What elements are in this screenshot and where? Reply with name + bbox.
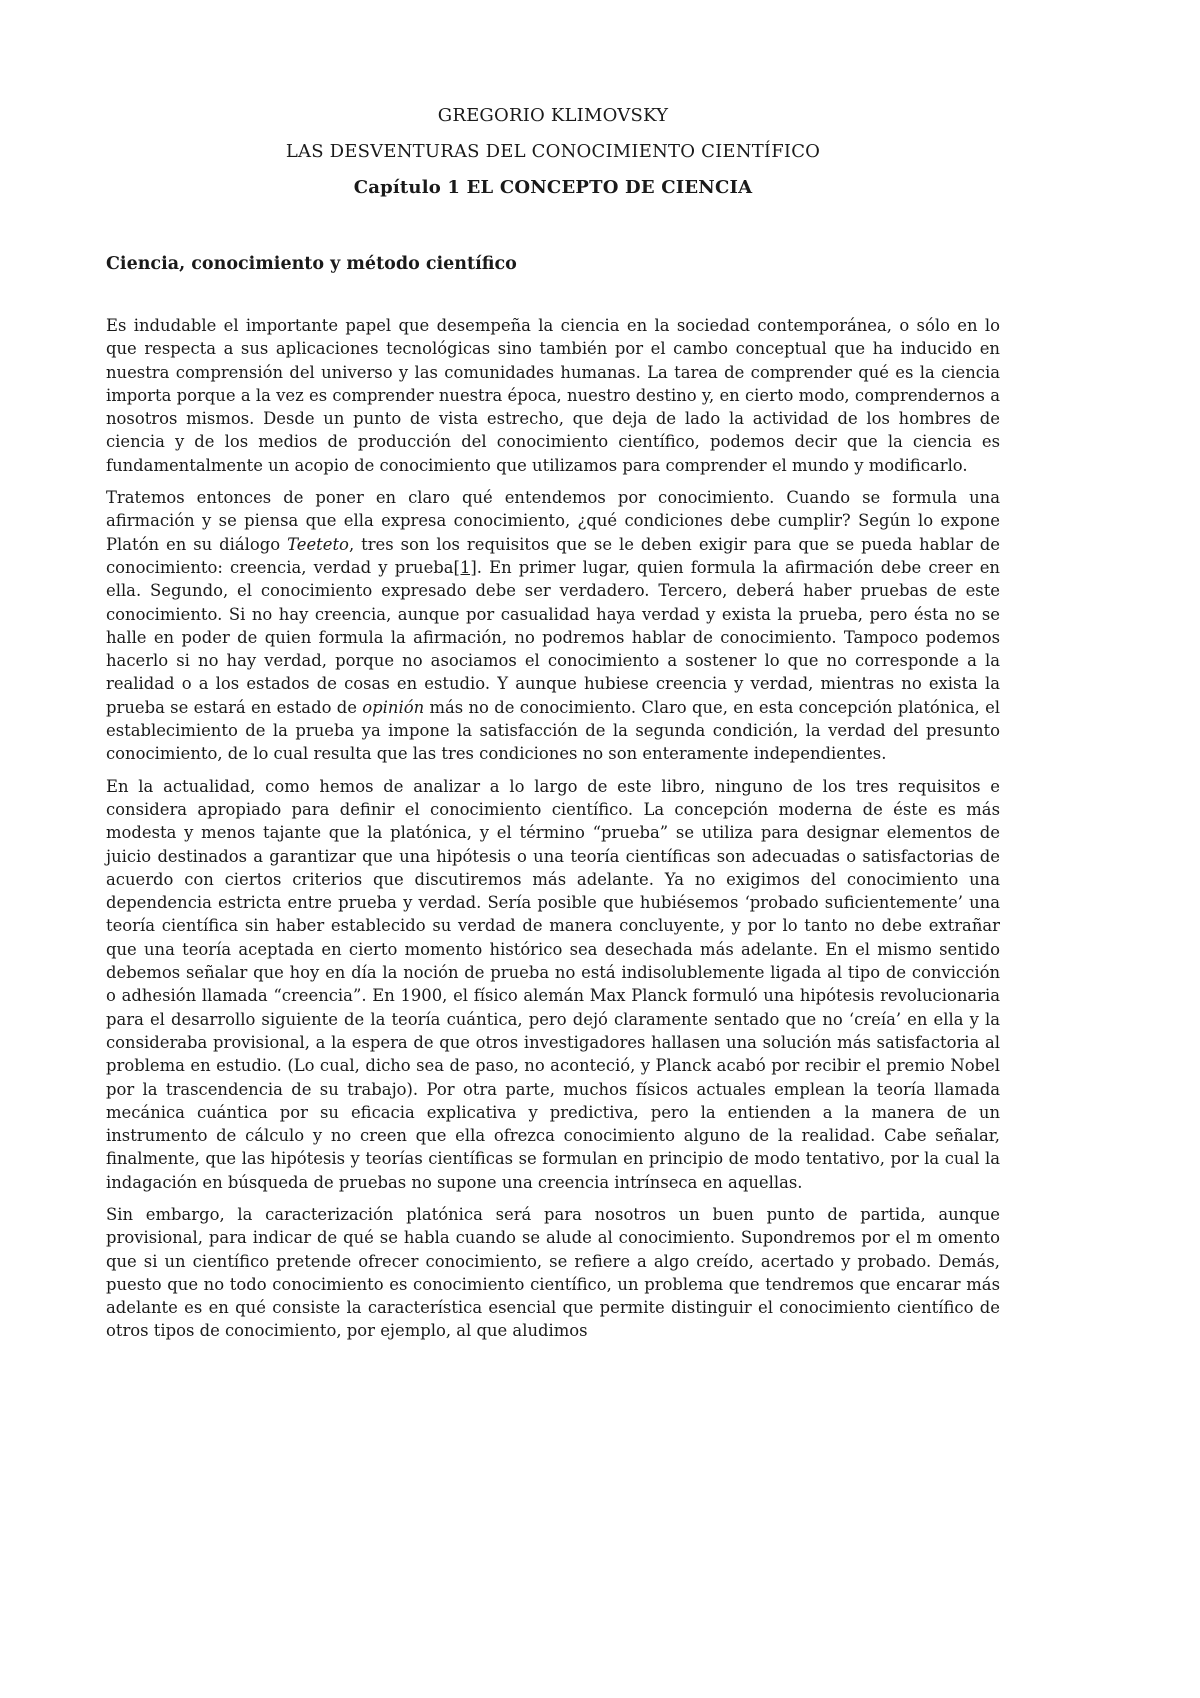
italic-opinion: opinión: [362, 697, 425, 717]
paragraph-2: [106, 486, 1000, 766]
chapter-title: Capítulo 1 EL CONCEPTO DE CIENCIA: [353, 177, 753, 198]
paragraph-2-part-c: . En primer lugar, quien formula la afirmación debe creer en ella. Segundo, el conocimiento expresado debe ser verdadero. Tercero, deberá haber pruebas de este conocimiento. Si no hay creencia, aunque por casualidad haya verdad y exista la prueba, pero ésta no se halle en poder de quien formula la afirmación, no podremos hablar de conocimiento. Tampoco podemos hacerlo si no hay verdad, porque no asociamos el conocimiento a sostener lo que no corresponde a la realidad o a los estados de cosas en estudio. Y aunque hubiese creencia y verdad, mientras no exista la prueba se estará en estado de: [106, 557, 1000, 717]
paragraph-3: En la actualidad, como hemos de analizar a lo largo de este libro, ninguno de los tres requisitos e considera apropiado para definir el conocimiento científico. La concepción moderna de éste es más modesta y menos tajante que la platónica, y el término “prueba” se utiliza para designar elementos de juicio destinados a garantizar que una hipótesis o una teoría científicas son adecuadas o satisfactorias de acuerdo con ciertos criterios que discutiremos más adelante. Ya no exigimos del conocimiento una dependencia estricta entre prueba y verdad. Sería posible que hubiésemos ‘probado suficientemente’ una teoría científica sin haber establecido su verdad de manera concluyente, y por lo tanto no debe extrañar que una teoría aceptada en cierto momento histórico sea desechada más adelante. En el mismo sentido debemos señalar que hoy en día la noción de prueba no está indisolublemente ligada al tipo de convicción o adhesión llamada “creencia”. En 1900, el físico alemán Max Planck formuló una hipótesis revolucionaria para el desarrollo siguiente de la teoría cuántica, pero dejó claramente sentado que no ‘creía’ en ella y la consideraba provisional, a la espera de que otros investigadores hallasen una solución más satisfactoria al problema en estudio. (Lo cual, dicho sea de paso, no aconteció, y Planck acabó por recibir el premio Nobel por la trascendencia de su trabajo). Por otra parte, muchos físicos actuales emplean la teoría llamada mecánica cuántica por su eficacia explicativa y predictiva, pero la entienden a la manera de un instrumento de cálculo y no creen que ella ofrezca conocimiento alguno de la realidad. Cabe señalar, finalmente, que las hipótesis y teorías científicas se formulan en principio de modo tentativo, por la cual la indagación en búsqueda de pruebas no supone una creencia intrínseca en aquellas.: [106, 776, 1000, 1192]
title-block: [106, 98, 1000, 206]
paragraph-2-part-b: , tres son los requisitos que se le deben exigir para que se pueda hablar de conocimiento: creencia, verdad y prueba: [106, 534, 1000, 577]
footnote-link[interactable]: [1]: [453, 557, 477, 577]
document-page: [106, 98, 1000, 1352]
italic-teeteto: Teeteto: [287, 534, 349, 554]
paragraph-1: Es indudable el importante papel que desempeña la ciencia en la sociedad contemporánea, o sólo en lo que respecta a sus aplicaciones tecnológicas sino también por el cambo conceptual que ha inducido en nuestra comprensión del universo y las comunidades humanas. La tarea de comprender qué es la ciencia importa porque a la vez es comprender nuestra época, nuestro destino y, en cierto modo, comprendernos a nosotros mismos. Desde un punto de vista estrecho, que deja de lado la actividad de los hombres de ciencia y de los medios de producción del conocimiento científico, podemos decir que la ciencia es fundamentalmente un acopio de conocimiento que utilizamos para comprender el mundo y modificarlo.: [106, 316, 1000, 475]
section-heading: Ciencia, conocimiento y método científico: [106, 254, 517, 274]
paragraph-2-part-a: Tratemos entonces de poner en claro qué entendemos por conocimiento. Cuando se formula una afirmación y se piensa que ella expresa conocimiento, ¿qué condiciones debe cumplir? Según lo expone Platón en su diálogo: [106, 488, 1000, 554]
paragraph-4: Sin embargo, la caracterización platónica será para nosotros un buen punto de partida, aunque provisional, para indicar de qué se habla cuando se alude al conocimiento. Supondremos por el m omento que si un científico pretende ofrecer conocimiento, se refiere a algo creído, acertado y probado. Demás, puesto que no todo conocimiento es conocimiento científico, un problema que tendremos que encarar más adelante es en qué consiste la característica esencial que permite distinguir el conocimiento científico de otros tipos de conocimiento, por ejemplo, al que aludimos: [106, 1204, 1000, 1341]
book-title: LAS DESVENTURAS DEL CONOCIMIENTO CIENTÍFICO: [285, 141, 821, 162]
body-text: [106, 314, 1000, 1343]
author-name: GREGORIO KLIMOVSKY: [437, 105, 669, 126]
paragraph-2-part-d: más no de conocimiento. Claro que, en esta concepción platónica, el establecimiento de la prueba ya impone la satisfacción de la segunda condición, la verdad del presunto conocimiento, de lo cual resulta que las tres condiciones no son enteramente independientes.: [106, 697, 1001, 764]
